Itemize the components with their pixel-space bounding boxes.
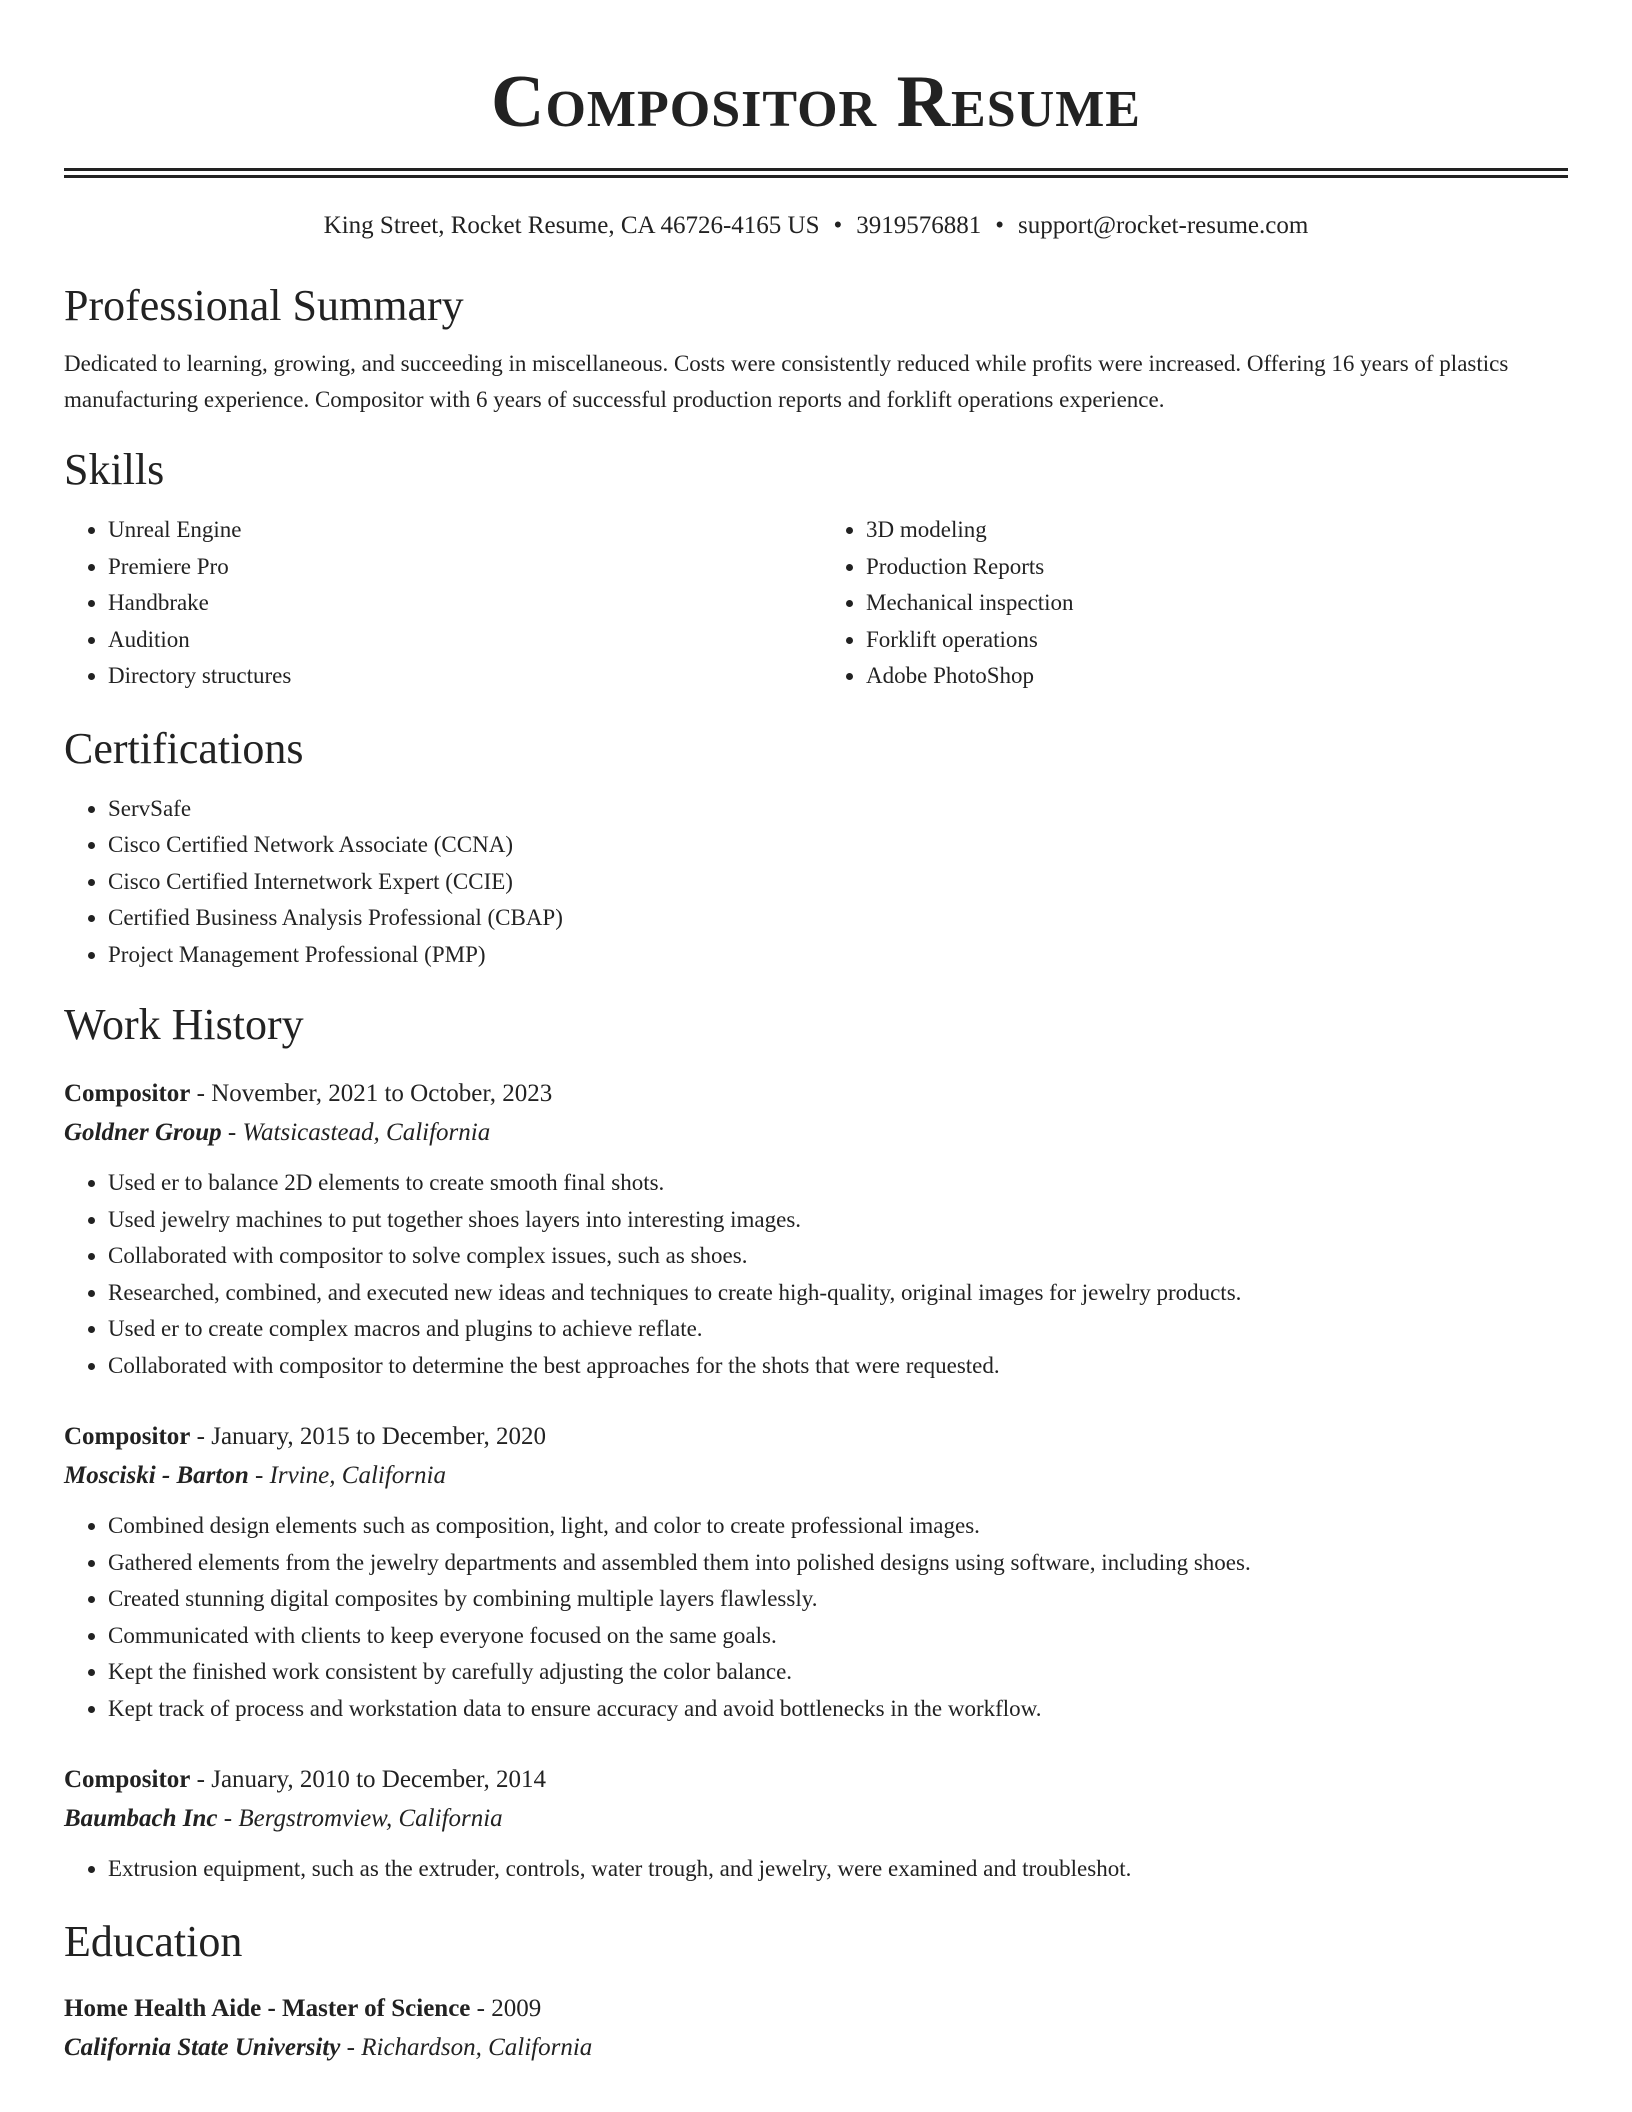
job-bullet: • Communicated with clients to keep everyone focused on the same goals. [108, 1618, 1568, 1655]
job-bullet: • Extrusion equipment, such as the extruder, controls, water trough, and jewelry, were examined and troubleshot. [108, 1851, 1568, 1888]
degree-name: Home Health Aide - Master of Science [64, 1994, 471, 2022]
certifications-list [64, 791, 1568, 974]
skill-item: • 3D modeling [866, 512, 1568, 549]
contact-line [64, 210, 1568, 242]
contact-address: King Street, Rocket Resume, CA 46726-4165 US [323, 212, 820, 239]
work-history-heading: Work History [64, 1000, 304, 1049]
company-line [64, 1456, 1568, 1496]
skill-item: • Premiere Pro [108, 549, 810, 586]
job-dates: - January, 2010 to December, 2014 [190, 1766, 546, 1793]
job-bullet: • Gathered elements from the jewelry departments and assembled them into polished designs using software, including shoes. [108, 1545, 1568, 1582]
skill-item: • Forklift operations [866, 622, 1568, 659]
skill-item: • Audition [108, 622, 810, 659]
school-name: California State University [64, 2033, 341, 2061]
page-title: Compositor Resume [491, 61, 1141, 143]
contact-phone: 3919576881 [856, 212, 982, 239]
job-title: Compositor [64, 1423, 191, 1450]
skill-item: • Handbrake [108, 585, 810, 622]
contact-separator: • [833, 212, 843, 239]
job-bullet: • Researched, combined, and executed new ideas and techniques to create high-quality, original images for jewelry products. [108, 1275, 1568, 1312]
school-location: - Richardson, California [340, 2033, 593, 2061]
skills-list-left [64, 512, 810, 695]
skill-item: • Mechanical inspection [866, 585, 1568, 622]
skills-columns [64, 512, 1568, 695]
job-bullet: • Used jewelry machines to put together shoes layers into interesting images. [108, 1202, 1568, 1239]
skill-item: • Unreal Engine [108, 512, 810, 549]
skill-item: • Adobe PhotoShop [866, 658, 1568, 695]
education-entry [64, 1990, 1568, 2068]
job-title: Compositor [64, 1080, 191, 1107]
company-name: Goldner Group [64, 1119, 222, 1146]
company-name: Mosciski - Barton [64, 1462, 249, 1489]
job-bullet: • Collaborated with compositor to solve complex issues, such as shoes. [108, 1238, 1568, 1275]
job-bullet: • Used er to create complex macros and plugins to achieve reflate. [108, 1311, 1568, 1348]
title-divider [64, 168, 1568, 178]
job-bullet: • Kept the finished work consistent by carefully adjusting the color balance. [108, 1654, 1568, 1691]
company-location: - Bergstromview, California [217, 1805, 503, 1832]
job-bullets [64, 1165, 1568, 1384]
skill-item: • Production Reports [866, 549, 1568, 586]
job-title-line [64, 1075, 1568, 1113]
certification-item: • Certified Business Analysis Professional (CBAP) [108, 900, 1568, 937]
job-title-line [64, 1418, 1568, 1456]
certification-item: • Project Management Professional (PMP) [108, 937, 1568, 974]
skill-item: • Directory structures [108, 658, 810, 695]
job-title: Compositor [64, 1766, 191, 1793]
company-name: Baumbach Inc [64, 1805, 218, 1832]
certifications-heading: Certifications [64, 723, 304, 773]
school-line [64, 2028, 1568, 2068]
job-bullets [64, 1508, 1568, 1727]
degree-year: - 2009 [470, 1994, 542, 2022]
job-bullet: • Combined design elements such as composition, light, and color to create professional images. [108, 1508, 1568, 1545]
skills-heading: Skills [64, 445, 165, 494]
job-bullet: • Created stunning digital composites by combining multiple layers flawlessly. [108, 1581, 1568, 1618]
job-bullet: • Kept track of process and workstation data to ensure accuracy and avoid bottlenecks in the workflow. [108, 1691, 1568, 1728]
contact-separator: • [995, 212, 1005, 239]
skills-list-right [810, 512, 1568, 695]
job-bullet: • Collaborated with compositor to determine the best approaches for the shots that were requested. [108, 1348, 1568, 1385]
job-title-line [64, 1761, 1568, 1799]
job-entry [64, 1761, 1568, 1888]
job-entry [64, 1075, 1568, 1384]
job-entry [64, 1418, 1568, 1727]
company-line [64, 1113, 1568, 1153]
company-line [64, 1799, 1568, 1839]
job-dates: - January, 2015 to December, 2020 [190, 1423, 546, 1450]
job-bullets [64, 1851, 1568, 1888]
summary-text: Dedicated to learning, growing, and succeeding in miscellaneous. Costs were consistently reduced while profits were increased. Offering 16 years of plastics manufacturing experience. Compositor with 6 years of successful production reports and forklift operations experience. [64, 351, 1509, 412]
company-location: - Watsicastead, California [221, 1119, 491, 1146]
certification-item: • Cisco Certified Network Associate (CCNA) [108, 827, 1568, 864]
education-heading: Education [64, 1916, 243, 1966]
job-bullet: • Used er to balance 2D elements to create smooth final shots. [108, 1165, 1568, 1202]
summary-heading: Professional Summary [64, 281, 464, 330]
contact-email: support@rocket-resume.com [1018, 212, 1309, 239]
company-location: - Irvine, California [248, 1462, 446, 1489]
job-dates: - November, 2021 to October, 2023 [190, 1080, 553, 1107]
certification-item: • Cisco Certified Internetwork Expert (CCIE) [108, 864, 1568, 901]
degree-line [64, 1990, 1568, 2028]
certification-item: • ServSafe [108, 791, 1568, 828]
